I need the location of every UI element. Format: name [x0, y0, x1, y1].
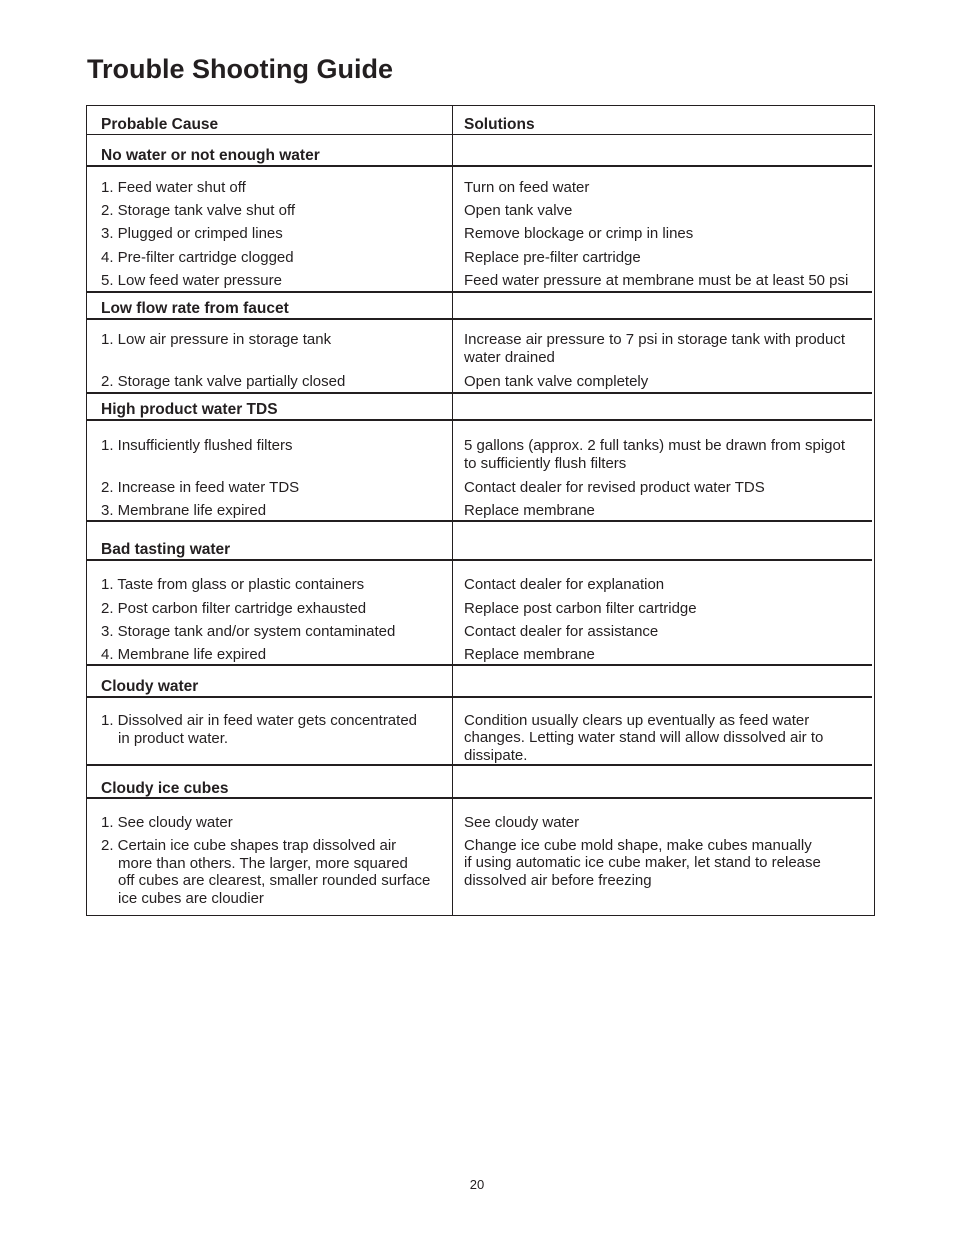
solution-text: Change ice cube mold shape, make cubes manually — [464, 837, 812, 854]
solution-text: changes. Letting water stand will allow dissolved air to — [464, 729, 824, 747]
section-heading: Cloudy ice cubes — [101, 780, 229, 797]
row-divider — [87, 559, 872, 561]
cause-text: 1. Insufficiently flushed filters — [101, 437, 293, 454]
solution-text: Replace membrane — [464, 502, 595, 519]
cause-text: 5. Low feed water pressure — [101, 272, 282, 289]
solution-text: Replace membrane — [464, 646, 595, 663]
solution-text: Condition usually clears up eventually as feed water — [464, 712, 810, 729]
row-divider — [87, 419, 872, 421]
cause-text: ice cubes are cloudier — [118, 889, 264, 907]
row-divider — [87, 797, 872, 799]
solution-text: Feed water pressure at membrane must be at least 50 psi — [464, 272, 849, 289]
header-probable-cause: Probable Cause — [101, 116, 219, 133]
cause-text: in product water. — [118, 729, 229, 747]
page-number: 20 — [469, 1177, 485, 1192]
cause-text: 2. Storage tank valve shut off — [101, 202, 296, 219]
solution-text: Contact dealer for revised product water TDS — [464, 479, 765, 496]
solution-text: See cloudy water — [464, 814, 580, 831]
solution-text: Replace post carbon filter cartridge — [464, 600, 697, 617]
cause-text: 1. See cloudy water — [101, 814, 233, 831]
solution-text: Open tank valve — [464, 202, 573, 219]
solution-text: dissipate. — [464, 746, 528, 764]
section-heading: Cloudy water — [101, 678, 199, 695]
row-divider — [87, 134, 872, 135]
row-divider — [87, 664, 872, 666]
cause-text: 4. Pre-filter cartridge clogged — [101, 249, 294, 266]
cause-text: 2. Post carbon filter cartridge exhausted — [101, 600, 367, 617]
cause-text: 2. Increase in feed water TDS — [101, 479, 300, 496]
cause-text: 3. Storage tank and/or system contaminated — [101, 623, 396, 640]
section-heading: No water or not enough water — [101, 147, 320, 164]
solution-text: if using automatic ice cube maker, let stand to release — [464, 854, 821, 872]
solution-text: Replace pre-filter cartridge — [464, 249, 641, 266]
cause-text: 1. Dissolved air in feed water gets concentrated — [101, 712, 418, 729]
solution-text: dissolved air before freezing — [464, 871, 652, 889]
cause-text: 2. Certain ice cube shapes trap dissolved air — [101, 837, 397, 854]
solution-text: water drained — [464, 349, 555, 366]
solution-text: to sufficiently flush filters — [464, 455, 627, 472]
solution-text: Open tank valve completely — [464, 373, 649, 390]
row-divider — [87, 764, 872, 766]
row-divider — [87, 392, 872, 394]
cause-text: off cubes are clearest, smaller rounded surface — [118, 872, 431, 889]
solution-text: Contact dealer for explanation — [464, 576, 665, 593]
cause-text: 1. Low air pressure in storage tank — [101, 331, 332, 348]
solution-text: Turn on feed water — [464, 179, 590, 196]
section-heading: High product water TDS — [101, 401, 278, 418]
column-divider — [452, 105, 453, 916]
solution-text: Remove blockage or crimp in lines — [464, 225, 694, 242]
solution-text: Contact dealer for assistance — [464, 623, 659, 640]
solution-text: Increase air pressure to 7 psi in storage tank with product — [464, 331, 846, 348]
row-divider — [87, 291, 872, 293]
section-heading: Low flow rate from faucet — [101, 300, 289, 317]
header-solutions: Solutions — [464, 116, 535, 133]
cause-text: 1. Taste from glass or plastic containers — [101, 576, 365, 593]
row-divider — [87, 696, 872, 698]
cause-text: 3. Plugged or crimped lines — [101, 225, 283, 242]
cause-text: 2. Storage tank valve partially closed — [101, 373, 346, 390]
row-divider — [87, 165, 872, 167]
cause-text: 4. Membrane life expired — [101, 646, 267, 663]
row-divider — [87, 318, 872, 320]
cause-text: 3. Membrane life expired — [101, 502, 267, 519]
solution-text: 5 gallons (approx. 2 full tanks) must be drawn from spigot — [464, 437, 846, 454]
page-title: Trouble Shooting Guide — [87, 54, 393, 84]
cause-text: 1. Feed water shut off — [101, 179, 246, 196]
cause-text: more than others. The larger, more squared — [118, 854, 408, 872]
section-heading: Bad tasting water — [101, 541, 231, 558]
row-divider — [87, 520, 872, 522]
